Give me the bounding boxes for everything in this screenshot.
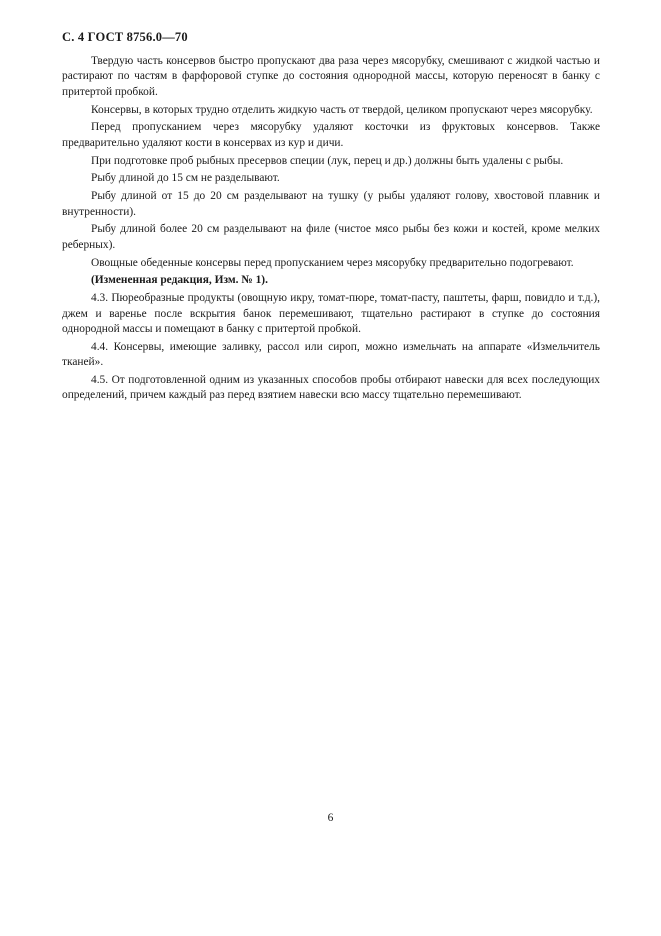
page-number: 6 [327,812,334,824]
paragraph: Консервы, в которых трудно отделить жидкую часть от твердой, целиком пропускают через мясорубку. [91,103,593,116]
page-header: С. 4 ГОСТ 8756.0—70 [62,30,188,44]
paragraph: Овощные обеденные консервы перед пропусканием через мясорубку предварительно подогревают. [91,256,574,269]
paragraph: 4.3. Пюреобразные продукты (овощную икру, томат-пюре, томат-пасту, паштеты, фарш, повидло и т.д.), джем и варенье после вскрытия банок перемешивают, тщательно растирают в ступке до состояния однородной массы и помещают в банку с притертой пробкой. [62,292,600,336]
paragraph: 4.4. Консервы, имеющие заливку, рассол или сироп, можно измельчать на аппарате «Измельчитель тканей». [62,340,600,369]
paragraph: Твердую часть консервов быстро пропускают два раза через мясорубку, смешивают с жидкой частью и растирают по частям в фарфоровой ступке до состояния однородной массы, которую переносят в банку с притертой пробкой. [62,55,600,98]
paragraph: 4.5. От подготовленной одним из указанных способов пробы отбирают навески для всех последующих определений, причем каждый раз перед взятием навески всю массу тщательно перемешивают. [62,374,600,402]
revision-note: (Измененная редакция, Изм. № 1). [91,274,268,287]
document-body [62,54,600,406]
paragraph: Рыбу длиной до 15 см не разделывают. [91,172,280,185]
paragraph: Перед пропусканием через мясорубку удаляют косточки из фруктовых консервов. Также предварительно удаляют кости в консервах из кур и дичи. [62,121,600,149]
paragraph: Рыбу длиной от 15 до 20 см разделывают на тушку (у рыбы удаляют голову, хвостовой плавник и внутренности). [62,190,600,218]
paragraph: При подготовке проб рыбных пресервов специи (лук, перец и др.) должны быть удалены с рыбы. [91,154,564,167]
paragraph: Рыбу длиной более 20 см разделывают на филе (чистое мясо рыбы без кожи и костей, кроме мелких реберных). [62,223,600,251]
